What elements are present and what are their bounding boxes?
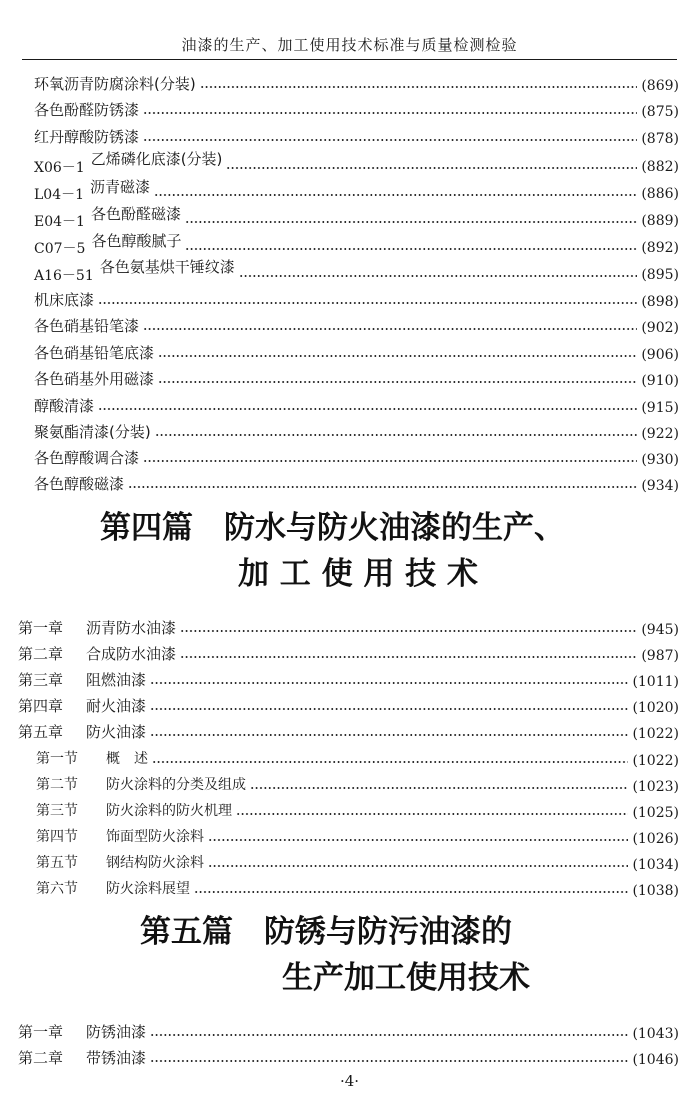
section-page: (1034)	[632, 857, 679, 873]
toc-entry-title: 机床底漆	[34, 290, 95, 309]
toc-entry	[34, 259, 679, 285]
toc-entry-title: 聚氨酯清漆(分装)	[34, 422, 151, 441]
chapter-page: (1020)	[632, 700, 679, 716]
chapter-title: 带锈油漆	[86, 1048, 147, 1067]
running-header-title: 油漆的生产、加工使用技术标准与质量检测检验	[181, 36, 518, 54]
section-title: 防火涂料的防火机理	[106, 803, 232, 819]
dot-leader	[143, 139, 637, 141]
toc-entry-title: 醇酸清漆	[34, 396, 95, 415]
toc-entry	[34, 392, 679, 418]
toc-entry-page: (886)	[641, 186, 679, 202]
section-number: 第四节	[36, 829, 78, 845]
standard-code: L04－1	[34, 187, 85, 203]
section-page: (1026)	[632, 831, 679, 847]
dot-leader	[185, 248, 637, 250]
toc-entry	[34, 151, 679, 177]
toc-entry-page: (922)	[641, 426, 679, 442]
toc-entry-title: 各色硝基铅笔底漆	[34, 343, 155, 362]
section-page: (1025)	[632, 805, 679, 821]
standard-code: C07－5	[34, 241, 86, 257]
toc-entry-page: (878)	[641, 131, 679, 147]
chapter-page: (1022)	[632, 726, 679, 742]
part-four-heading-line2: 加 工 使 用 技 术	[238, 556, 478, 592]
dot-leader	[158, 355, 637, 357]
section-page: (1022)	[632, 753, 679, 769]
toc-entry-title: 各色硝基铅笔漆	[34, 316, 140, 335]
toc-entry-title: 各色醇酸磁漆	[34, 474, 125, 493]
chapter-page: (1046)	[632, 1052, 679, 1068]
dot-leader	[98, 302, 637, 304]
toc-entry-page: (915)	[641, 400, 679, 416]
dot-leader	[150, 1034, 628, 1036]
chapter-title: 防锈油漆	[86, 1022, 147, 1041]
chapter-number: 第二章	[18, 1048, 64, 1067]
part-four-heading: 第四篇 防水与防火油漆的生产、	[100, 510, 565, 546]
chapter-title: 防火油漆	[86, 722, 147, 741]
chapter-number: 第一章	[18, 1022, 64, 1041]
toc-entry-page: (930)	[641, 452, 679, 468]
toc-entry	[34, 70, 679, 96]
section-entry	[36, 823, 679, 849]
section-title: 防火涂料的分类及组成	[106, 777, 246, 793]
section-entry	[36, 797, 679, 823]
chapter-number: 第五章	[18, 722, 64, 741]
section-page: (1038)	[632, 883, 679, 899]
dot-leader	[158, 381, 637, 383]
chapter-number: 第二章	[18, 644, 64, 663]
dot-leader	[150, 734, 628, 736]
toc-entry-title: 各色醇酸调合漆	[34, 448, 140, 467]
dot-leader	[150, 682, 628, 684]
toc-entry-title: 各色氨基烘干锤纹漆	[99, 257, 235, 276]
toc-entry	[34, 232, 679, 258]
dot-leader	[250, 787, 628, 789]
section-title: 概 述	[106, 751, 148, 767]
toc-entry-page: (875)	[641, 104, 679, 120]
section-entry	[36, 771, 679, 797]
toc-entry-page: (910)	[641, 373, 679, 389]
toc-entry-page: (889)	[641, 213, 679, 229]
toc-entry-page: (902)	[641, 320, 679, 336]
section-number: 第六节	[36, 881, 78, 897]
section-entry	[36, 875, 679, 901]
toc-entry-page: (892)	[641, 240, 679, 256]
chapter-title: 沥青防水油漆	[86, 618, 177, 637]
dot-leader	[200, 86, 638, 88]
toc-entry	[34, 312, 679, 338]
dot-leader	[194, 891, 628, 893]
standard-code: A16－51	[34, 268, 94, 284]
chapter-entry	[18, 718, 679, 744]
dot-leader	[239, 275, 638, 277]
standard-code: E04－1	[34, 214, 85, 230]
section-title: 钢结构防火涂料	[106, 855, 204, 871]
chapter-title: 阻燃油漆	[86, 670, 147, 689]
section-number: 第二节	[36, 777, 78, 793]
dot-leader	[208, 839, 628, 841]
toc-entry	[34, 123, 679, 149]
toc-entry-title: 沥青磁漆	[90, 177, 151, 196]
toc-entry-title: 乙烯磷化底漆(分装)	[90, 149, 223, 168]
chapter-entry	[18, 1044, 679, 1070]
chapter-title: 耐火油漆	[86, 696, 147, 715]
toc-entry-page: (882)	[641, 159, 679, 175]
dot-leader	[98, 408, 637, 410]
chapter-entry	[18, 1018, 679, 1044]
toc-entry	[34, 286, 679, 312]
part-five-heading: 第五篇 防锈与防污油漆的	[140, 914, 512, 950]
chapter-page: (987)	[641, 648, 679, 664]
toc-entry	[34, 339, 679, 365]
toc-entry-page: (906)	[641, 347, 679, 363]
dot-leader	[152, 761, 628, 763]
toc-entry	[34, 205, 679, 231]
toc-entry-title: 环氧沥青防腐涂料(分装)	[34, 74, 196, 93]
chapter-number: 第三章	[18, 670, 64, 689]
dot-leader	[143, 328, 637, 330]
toc-entry-page: (898)	[641, 294, 679, 310]
toc-entry	[34, 444, 679, 470]
toc-entry-page: (934)	[641, 478, 679, 494]
dot-leader	[226, 167, 637, 169]
standard-code: X06－1	[34, 160, 85, 176]
chapter-entry	[18, 666, 679, 692]
header-rule	[22, 59, 677, 60]
toc-entry-title: 各色酚醛防锈漆	[34, 100, 140, 119]
page-header	[0, 0, 699, 60]
toc-entry-page: (895)	[641, 267, 679, 283]
section-page: (1023)	[632, 779, 679, 795]
dot-leader	[208, 865, 628, 867]
dot-leader	[180, 656, 637, 658]
section-title: 饰面型防火涂料	[106, 829, 204, 845]
section-number: 第五节	[36, 855, 78, 871]
chapter-entry	[18, 614, 679, 640]
toc-entry-title: 各色硝基外用磁漆	[34, 369, 155, 388]
toc-entry-page: (869)	[641, 78, 679, 94]
toc-entry	[34, 418, 679, 444]
chapter-entry	[18, 692, 679, 718]
toc-entry	[34, 178, 679, 204]
chapter-page: (1011)	[632, 674, 679, 690]
dot-leader	[143, 112, 637, 114]
section-number: 第三节	[36, 803, 78, 819]
chapter-page: (1043)	[632, 1026, 679, 1042]
dot-leader	[150, 708, 628, 710]
chapter-title: 合成防水油漆	[86, 644, 177, 663]
dot-leader	[185, 221, 637, 223]
section-entry	[36, 745, 679, 771]
section-entry	[36, 849, 679, 875]
dot-leader	[150, 1060, 628, 1062]
part-five-heading-line2: 生产加工使用技术	[282, 960, 530, 996]
dot-leader	[180, 630, 637, 632]
chapter-number: 第四章	[18, 696, 64, 715]
chapter-page: (945)	[641, 622, 679, 638]
section-title: 防火涂料展望	[106, 881, 190, 897]
toc-entry-title: 各色酚醛磁漆	[90, 204, 181, 223]
chapter-number: 第一章	[18, 618, 64, 637]
section-number: 第一节	[36, 751, 78, 767]
dot-leader	[154, 194, 637, 196]
dot-leader	[236, 813, 628, 815]
toc-entry	[34, 470, 679, 496]
toc-entry	[34, 96, 679, 122]
page-number: ·4·	[339, 1072, 360, 1090]
toc-entry-title: 红丹醇酸防锈漆	[34, 127, 140, 146]
toc-entry	[34, 365, 679, 391]
dot-leader	[143, 460, 637, 462]
chapter-entry	[18, 640, 679, 666]
toc-entry-title: 各色醇酸腻子	[91, 231, 182, 250]
dot-leader	[155, 434, 638, 436]
dot-leader	[128, 486, 637, 488]
